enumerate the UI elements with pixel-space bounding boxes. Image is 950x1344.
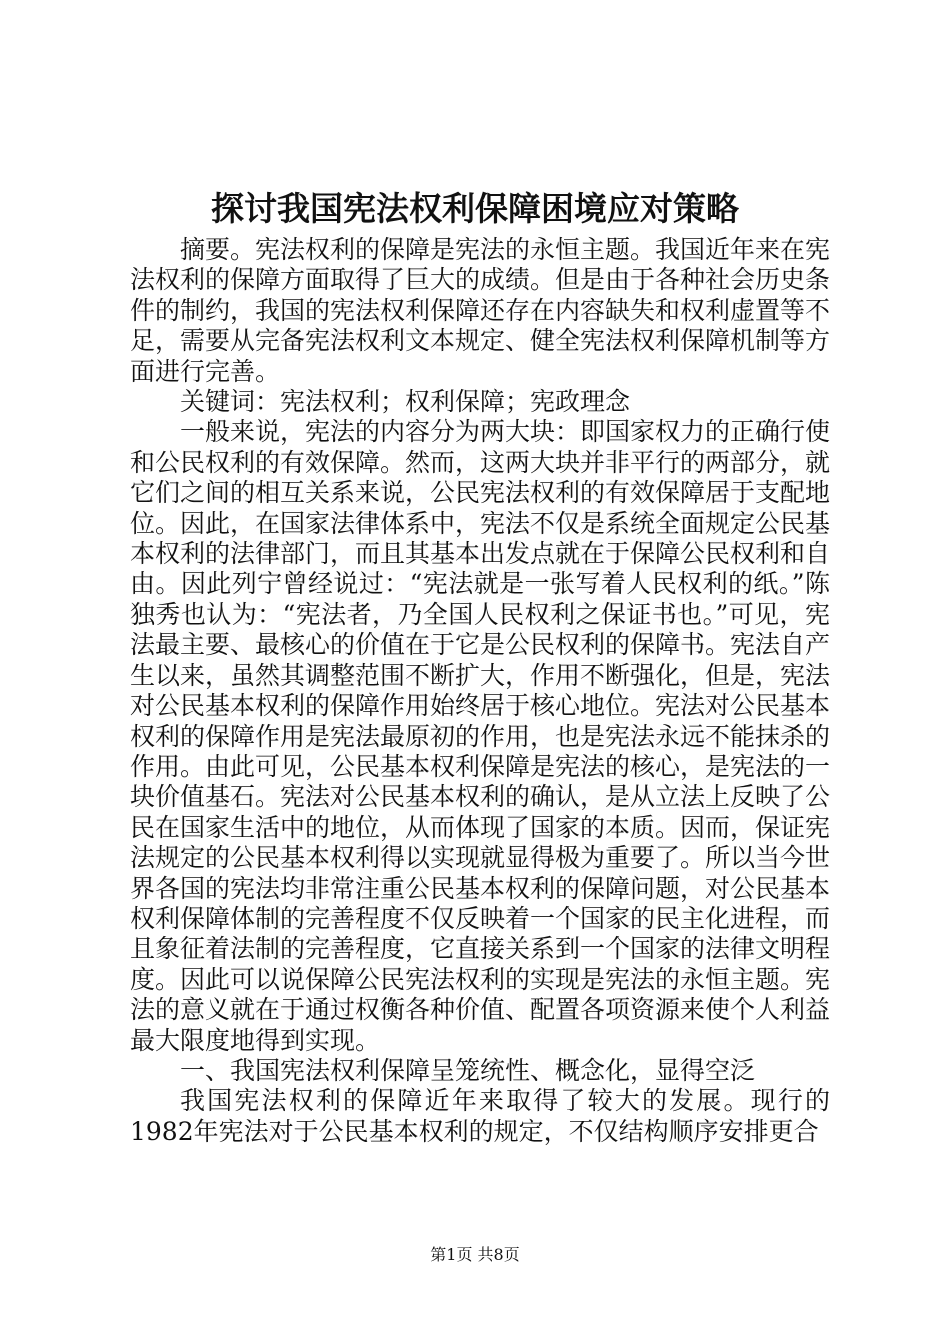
section-heading: 一、我国宪法权利保障呈笼统性、概念化，显得空泛 — [180, 1055, 756, 1085]
keywords-paragraph: 关键词：宪法权利；权利保障；宪政理念 — [180, 387, 631, 417]
page-footer: 第1页 共8页 — [430, 1245, 520, 1264]
abstract-paragraph: 摘要。宪法权利的保障是宪法的永恒主题。我国近年来在宪法权利的保障方面取得了巨大的成绩。但是由于各种社会历史条件的制约，我国的宪法权利保障还存在内容缺失和权利虚置等不足，需要从完备宪法权利文本规定、健全宪法权利保障机制等方面进行完善。 — [130, 235, 831, 386]
document-body — [130, 235, 830, 1147]
body-paragraph: 一般来说，宪法的内容分为两大块：即国家权力的正确行使和公民权利的有效保障。然而，这两大块并非平行的两部分，就它们之间的相互关系来说，公民宪法权利的有效保障居于支配地位。因此，在国家法律体系中，宪法不仅是系统全面规定公民基本权利的法律部门，而且其基本出发点就在于保障公民权利和自由。因此列宁曾经说过：“宪法就是一张写着人民权利的纸。”陈独秀也认为：“宪法者，乃全国人民权利之保证书也。”可见，宪法最主要、最核心的价值在于它是公民权利的保障书。宪法自产生以来，虽然其调整范围不断扩大，作用不断强化，但是，宪法对公民基本权利的保障作用始终居于核心地位。宪法对公民基本权利的保障作用是宪法最原初的作用，也是宪法永远不能抹杀的作用。由此可见，公民基本权利保障是宪法的核心，是宪法的一块价值基石。宪法对公民基本权利的确认，是从立法上反映了公民在国家生活中的地位，从而体现了国家的本质。因而，保证宪法规定的公民基本权利得以实现就显得极为重要了。所以当今世界各国的宪法均非常注重公民基本权利的保障问题，对公民基本权利保障体制的完善程度不仅反映着一个国家的民主化进程，而且象征着法制的完善程度，它直接关系到一个国家的法律文明程度。因此可以说保障公民宪法权利的实现是宪法的永恒主题。宪法的意义就在于通过权衡各种价值、配置各项资源来使个人利益最大限度地得到实现。 — [130, 417, 831, 1055]
body-paragraph: 我国宪法权利的保障近年来取得了较大的发展。现行的1982年宪法对于公民基本权利的规定，不仅结构顺序安排更合 — [130, 1086, 830, 1146]
document-title: 探讨我国宪法权利保障困境应对策略 — [211, 189, 739, 228]
